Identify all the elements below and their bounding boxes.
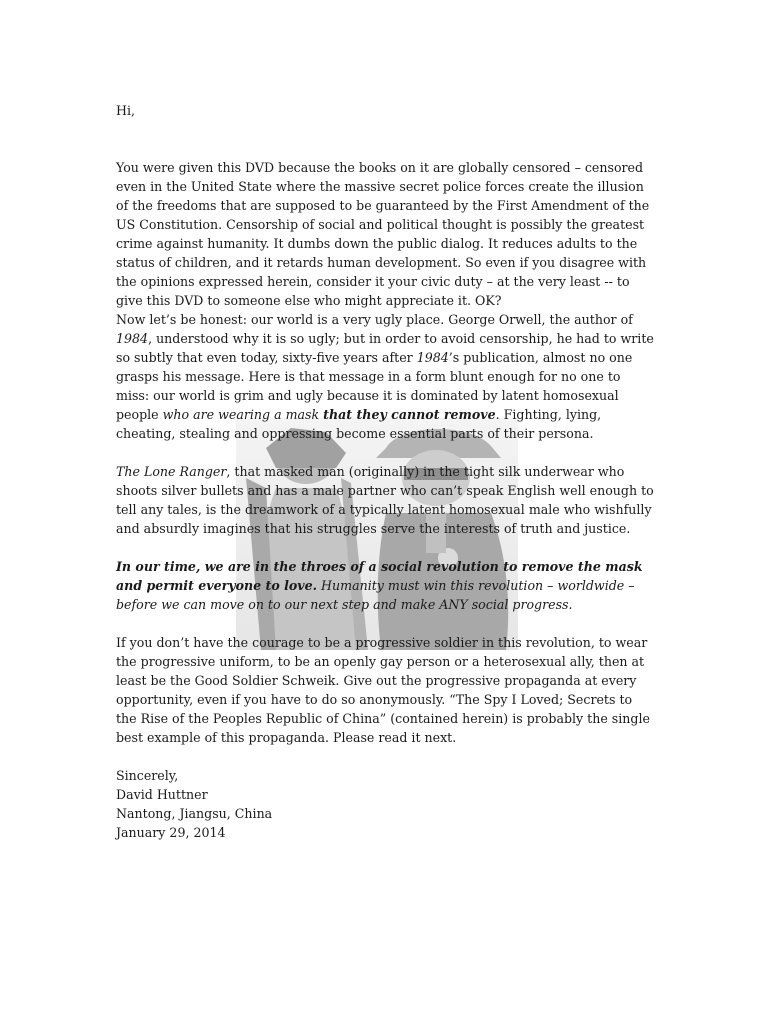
p3-bold-italic: In our time, we are in the throes of a social revolution to remove the mask and permit everyone to love. bbox=[116, 559, 643, 593]
signature-place: Nantong, Jiangsu, China bbox=[116, 806, 273, 821]
closing-sincerely: Sincerely, bbox=[116, 768, 179, 783]
paragraph-2 bbox=[116, 462, 656, 538]
paragraph-3 bbox=[116, 557, 656, 614]
greeting: Hi, bbox=[116, 103, 136, 118]
p1-bold-italic: that they cannot remove bbox=[323, 407, 496, 422]
closing bbox=[116, 766, 656, 842]
signature-date: January 29, 2014 bbox=[116, 825, 226, 840]
paragraph-1 bbox=[116, 158, 656, 443]
p1-text-b: Now let’s be honest: our world is a very ugly place. George Orwell, the author of bbox=[116, 312, 633, 327]
p1-text-a: You were given this DVD because the books on it are globally censored – censored even in the United State where the massive secret police forces create the illusion of the freedoms that are supposed to be guaranteed by the First Amendment of the US Constitution. Censorship of social and political thought is possibly the greatest crime against humanity. It dumbs down the public dialog. It reduces adults to the status of children, and it retards human development. So even if you disagree with the opinions expressed herein, consider it your civic duty – at the very least -- to give this DVD to someone else who might appreciate it. OK? bbox=[116, 160, 650, 308]
letter-body bbox=[116, 101, 656, 842]
p1-text-c: , understood why it is so ugly; but in order to avoid censorship, he had to write so subtly that even today, sixty-five years after bbox=[116, 331, 654, 365]
p1-italic-mask: who are wearing a mask bbox=[162, 407, 324, 422]
p3-italic: Humanity must win this revolution – worldwide – before we can move on to our next step and make ANY social progress. bbox=[116, 578, 635, 612]
p1-text-e: . Fighting, lying, cheating, stealing and oppressing become essential parts of their persona. bbox=[116, 407, 602, 441]
signature-name: David Huttner bbox=[116, 787, 208, 802]
p2-title: The Lone Ranger bbox=[116, 464, 227, 479]
p1-text-d: ’s publication, almost no one grasps his message. Here is that message in a form blunt enough for no one to miss: our world is grim and ugly because it is dominated by latent homosexual people bbox=[116, 350, 633, 422]
paragraph-4: If you don’t have the courage to be a progressive soldier in this revolution, to wear the progressive uniform, to be an openly gay person or a heterosexual ally, then at least be the Good Soldier Schweik. Give out the progressive propaganda at every opportunity, even if you have to do so anonymously. “The Spy I Loved; Secrets to the Rise of the Peoples Republic of China” (contained herein) is probably the single best example of this propaganda. Please read it next. bbox=[116, 635, 650, 745]
p2-text: , that masked man (originally) in the tight silk underwear who shoots silver bullets and has a male partner who can’t speak English well enough to tell any tales, is the dreamwork of a typically latent homosexual male who wishfully and absurdly imagines that his struggles serve the interests of truth and justice. bbox=[116, 464, 654, 536]
p1-title-1984: 1984 bbox=[116, 331, 149, 346]
p1-title-1984-2: 1984 bbox=[416, 350, 449, 365]
